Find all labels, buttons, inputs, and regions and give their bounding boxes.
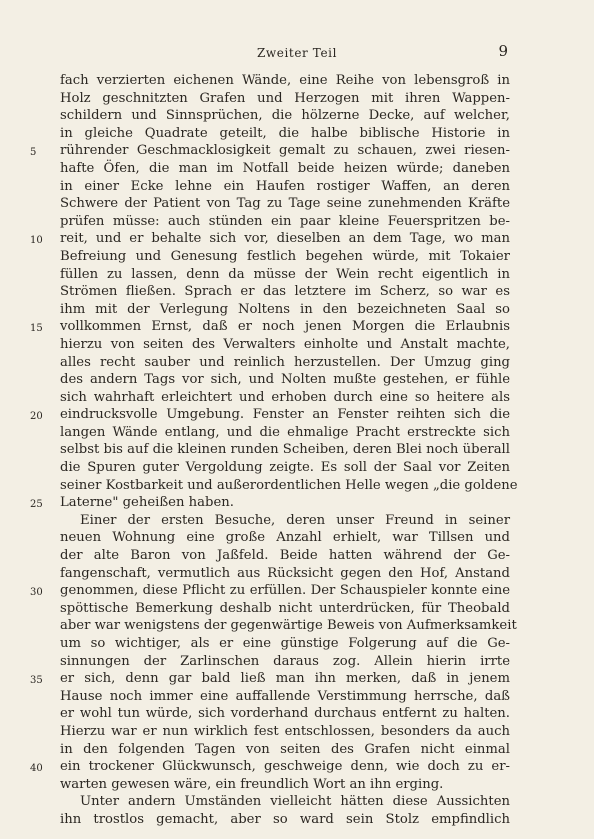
line-text: Schwere der Patient von Tag zu Tage seine zunehmenden Kräfte: [60, 196, 510, 212]
text-line: [60, 213, 510, 231]
line-text: Unter andern Umständen vielleicht hätten diese Aussichten: [80, 794, 510, 810]
text-line: [60, 371, 510, 389]
text-line: [60, 512, 510, 530]
text-line: [60, 793, 510, 811]
line-number: 15: [30, 323, 43, 335]
line-text: schildern und Sinnsprüchen, die hölzerne Decke, auf welcher,: [60, 108, 510, 124]
line-text: rührender Geschmacklosigkeit gemalt zu schauen, zwei riesen-: [60, 143, 510, 159]
line-text: fangenschaft, vermutlich aus Rücksicht gegen den Hof, Anstand: [60, 565, 510, 581]
text-line: [60, 389, 510, 407]
line-text: in gleiche Quadrate geteilt, die halbe biblische Historie in: [60, 125, 510, 141]
text-line: [30, 670, 510, 688]
page-number: 9: [498, 42, 508, 60]
text-line: [30, 582, 510, 600]
text-line: [60, 424, 510, 442]
text-line: [60, 283, 510, 301]
line-text: die Spuren guter Vergoldung zeigte. Es soll der Saal vor Zeiten: [60, 460, 510, 476]
line-text: ihm mit der Verlegung Noltens in den bezeichneten Saal so: [60, 301, 510, 317]
text-line: [60, 90, 510, 108]
text-line: [60, 705, 510, 723]
text-line: [60, 125, 510, 143]
text-line: [60, 178, 510, 196]
line-number: 5: [30, 147, 37, 159]
text-line: [30, 230, 510, 248]
text-line: [60, 248, 510, 266]
text-line: [60, 811, 510, 829]
line-text: Einer der ersten Besuche, deren unser Freund in seiner: [80, 512, 510, 528]
text-line: [60, 195, 510, 213]
line-text: neuen Wohnung eine große Anzahl erhielt, war Tillsen und: [60, 530, 510, 546]
text-line: [30, 758, 510, 776]
line-text: Befreiung und Genesung festlich begehen würde, mit Tokaier: [60, 248, 510, 264]
line-number: 35: [30, 675, 43, 687]
text-line: [30, 406, 510, 424]
line-text: prüfen müsse: auch stünden ein paar kleine Feuerspritzen be-: [60, 213, 510, 229]
page-header: [0, 42, 594, 62]
text-line: [60, 72, 510, 90]
text-line: [60, 688, 510, 706]
line-text: ihn trostlos gemacht, aber so ward sein Stolz empfindlich: [60, 811, 510, 827]
line-text: hierzu von seiten des Verwalters einholte und Anstalt machte,: [60, 336, 510, 352]
text-line: [60, 723, 510, 741]
text-line: [60, 354, 510, 372]
line-text: vollkommen Ernst, daß er noch jenen Morgen die Erlaubnis: [60, 319, 510, 335]
text-line: [60, 600, 510, 618]
line-text: Hierzu war er nun wirklich fest entschlossen, besonders da auch: [60, 723, 510, 739]
line-number: 30: [30, 587, 43, 599]
line-text: seiner Kostbarkeit und außerordentlichen Helle wegen „die goldene: [60, 477, 518, 493]
line-text: genommen, diese Pflicht zu erfüllen. Der Schauspieler konnte eine: [60, 583, 510, 599]
running-title: Zweiter Teil: [256, 46, 338, 60]
line-text: selbst bis auf die kleinen runden Scheiben, deren Blei noch überall: [60, 442, 510, 458]
text-line: [60, 266, 510, 284]
line-number: 10: [30, 235, 43, 247]
line-text: des andern Tags vor sich, und Nolten mußte gestehen, er fühle: [60, 372, 510, 388]
line-text: um so wichtiger, als er eine günstige Folgerung auf die Ge-: [60, 636, 510, 651]
text-line: [60, 441, 510, 459]
line-text: hafte Öfen, die man im Notfall beide heizen würde; daneben: [60, 160, 510, 176]
text-line: [30, 318, 510, 336]
line-text: Strömen fließen. Sprach er das letztere im Scherz, so war es: [60, 284, 510, 300]
line-text: in einer Ecke lehne ein Haufen rostiger Waffen, an deren: [60, 178, 510, 194]
line-text: er wohl tun würde, sich vorderhand durchaus entfernt zu halten.: [60, 706, 510, 722]
line-text: sich wahrhaft erleichtert und erhoben durch eine so heitere als: [60, 389, 510, 405]
line-text: fach verzierten eichenen Wände, eine Reihe von lebensgroß in: [60, 73, 510, 88]
text-line: [30, 142, 510, 160]
line-text: langen Wände entlang, und die ehmalige Pracht erstreckte sich: [60, 424, 510, 440]
line-number: 25: [30, 499, 43, 511]
text-line: [60, 107, 510, 125]
line-text: reit, und er behalte sich vor, dieselben an dem Tage, wo man: [60, 231, 510, 247]
text-line: [60, 160, 510, 178]
line-text: Holz geschnitzten Grafen und Herzogen mit ihren Wappen-: [60, 90, 510, 106]
text-line: [60, 653, 510, 671]
line-text: Laterne" geheißen haben.: [60, 495, 234, 511]
text-line: [60, 617, 517, 635]
line-text: ein trockener Glückwunsch, geschweige denn, wie doch zu er-: [60, 759, 510, 775]
line-text: der alte Baron von Jaßfeld. Beide hatten während der Ge-: [60, 548, 510, 564]
line-number: 40: [30, 763, 43, 775]
line-text: Hause noch immer eine auffallende Verstimmung herrsche, daß: [60, 688, 510, 704]
line-text: füllen zu lassen, denn da müsse der Wein recht eigentlich in: [60, 266, 510, 282]
body-text: [30, 72, 518, 829]
text-line: [60, 565, 510, 583]
line-text: sinnungen der Zarlinschen daraus zog. Allein hierin irrte: [60, 653, 510, 669]
line-text: aber war wenigstens der gegenwärtige Beweis von Aufmerksamkeit: [60, 618, 517, 634]
line-text: spöttische Bemerkung deshalb nicht unterdrücken, für Theobald: [60, 600, 510, 616]
text-line: [60, 336, 510, 354]
line-text: eindrucksvolle Umgebung. Fenster an Fenster reihten sich die: [60, 407, 510, 423]
text-line: [30, 494, 510, 512]
text-line: [60, 635, 510, 653]
line-number: 20: [30, 411, 43, 423]
line-text: er sich, denn gar bald ließ man ihn merken, daß in jenem: [60, 671, 510, 687]
line-text: warten gewesen wäre, ein freundlich Wort an ihn erging.: [60, 776, 444, 792]
text-line: [60, 459, 510, 477]
text-line: [60, 477, 518, 495]
line-text: alles recht sauber und reinlich herzustellen. Der Umzug ging: [60, 354, 510, 370]
line-text: in den folgenden Tagen von seiten des Grafen nicht einmal: [60, 741, 510, 757]
text-line: [60, 301, 510, 319]
text-line: [60, 547, 510, 565]
text-line: [60, 776, 510, 794]
text-line: [60, 741, 510, 759]
text-line: [60, 529, 510, 547]
